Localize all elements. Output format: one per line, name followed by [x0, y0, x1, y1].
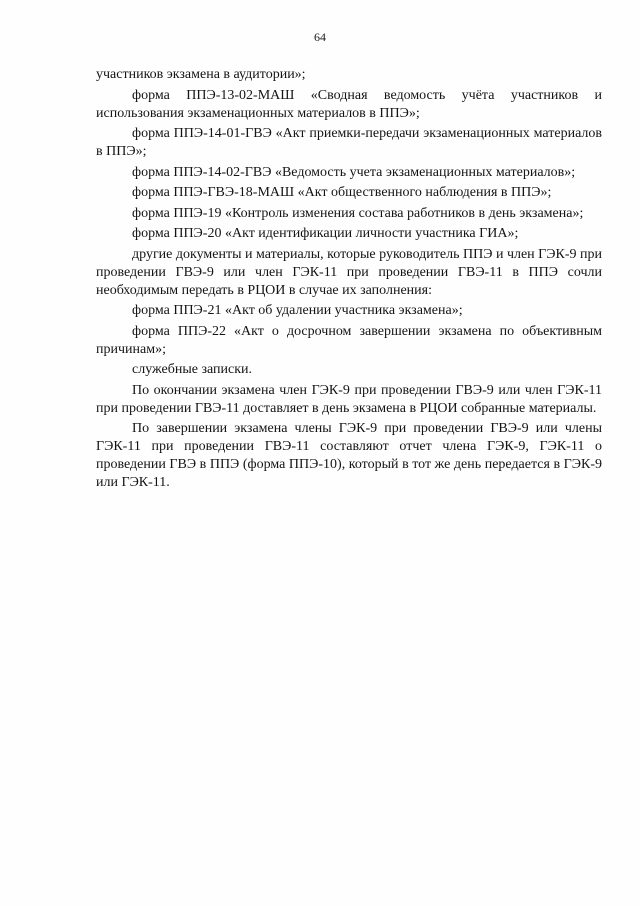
paragraph-report: По завершении экзамена члены ГЭК-9 при проведении ГВЭ-9 или члены ГЭК-11 при проведении ГВЭ-11 составляют отчет члена ГЭК-9, ГЭК-11 о проведении ГВЭ в ППЭ (форма ППЭ-10), который в тот же день передается в ГЭК-9 или ГЭК-11. — [96, 421, 602, 490]
list-item-form-13-02: форма ППЭ-13-02-МАШ «Сводная ведомость учёта участников и использования экзаменационных материалов в ППЭ»; — [96, 87, 602, 121]
list-item-memos: служебные записки. — [132, 362, 253, 377]
list-item-other-documents: другие документы и материалы, которые руководитель ППЭ и член ГЭК-9 при проведении ГВЭ-9 или член ГЭК-11 при проведении ГВЭ-11 в ППЭ сочли необходимым передать в РЦОИ в случае их заполнения: — [96, 246, 602, 298]
list-item-form-20: форма ППЭ-20 «Акт идентификации личности участника ГИА»; — [132, 226, 519, 241]
list-item-form-18: форма ППЭ-ГВЭ-18-МАШ «Акт общественного наблюдения в ППЭ»; — [132, 185, 552, 200]
list-item-form-19: форма ППЭ-19 «Контроль изменения состава работников в день экзамена»; — [132, 205, 584, 221]
document-body — [96, 66, 602, 495]
page-number: 64 — [314, 30, 326, 44]
list-item-form-21: форма ППЭ-21 «Акт об удалении участника экзамена»; — [132, 303, 463, 318]
list-item-form-14-02: форма ППЭ-14-02-ГВЭ «Ведомость учета экзаменационных материалов»; — [132, 164, 576, 180]
paragraph-continuation: участников экзамена в аудитории»; — [96, 67, 306, 82]
list-item-form-14-01: форма ППЭ-14-01-ГВЭ «Акт приемки-передачи экзаменационных материалов в ППЭ»; — [96, 126, 602, 159]
list-item-form-22: форма ППЭ-22 «Акт о досрочном завершении экзамена по объективным причинам»; — [96, 323, 602, 357]
paragraph-delivery: По окончании экзамена член ГЭК-9 при проведении ГВЭ-9 или член ГЭК-11 при проведении ГВЭ-11 доставляет в день экзамена в РЦОИ собранные материалы. — [96, 382, 602, 416]
